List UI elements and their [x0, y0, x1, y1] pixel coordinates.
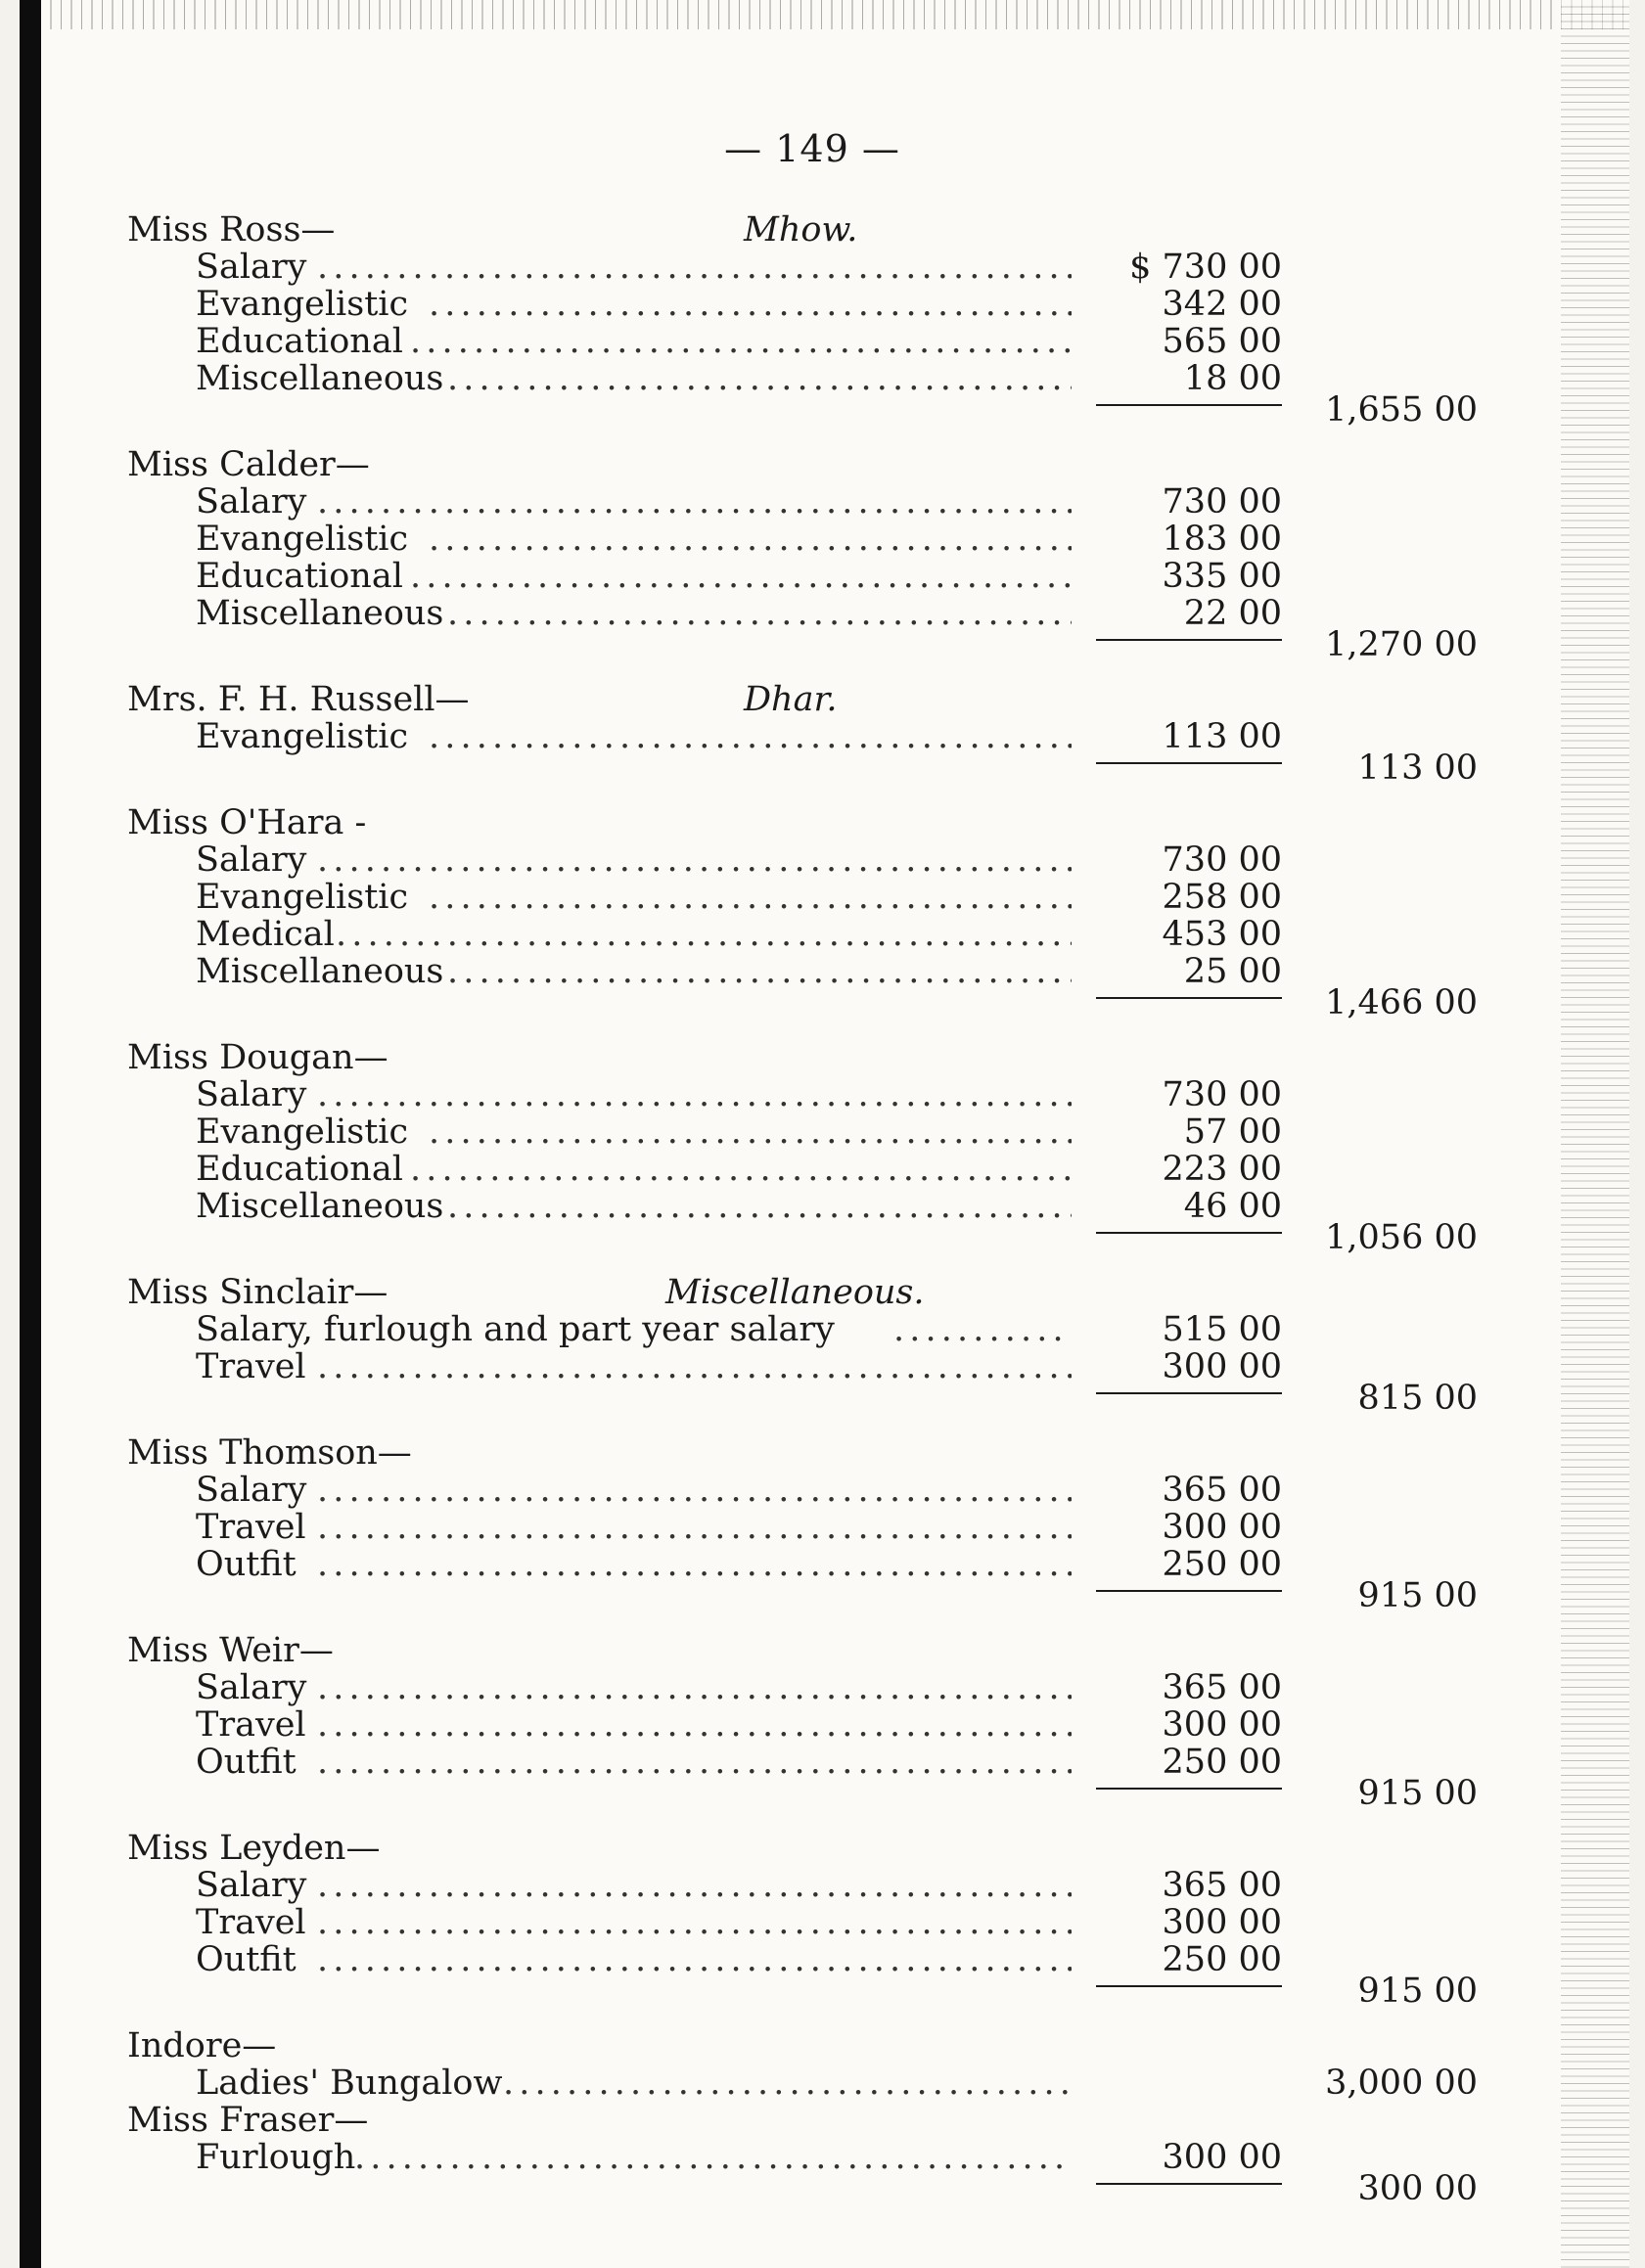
- ledger-item-row: [20, 520, 1605, 559]
- ledger-item-row: [20, 1668, 1605, 1707]
- item-amount: 365 00: [1162, 1866, 1282, 1905]
- item-amount: 365 00: [1162, 1668, 1282, 1707]
- entry-name: Miss Sinclair—: [127, 1273, 388, 1312]
- item-label: Salary: [196, 482, 307, 522]
- ledger-entry-header: [20, 1631, 1605, 1670]
- item-amount: 258 00: [1162, 878, 1282, 917]
- entry-total: 113 00: [1357, 748, 1478, 788]
- ledger-entry-header: [20, 2026, 1605, 2065]
- dot-leader: [317, 1866, 1072, 1905]
- page-number: — 149 —: [724, 127, 900, 170]
- item-amount: 342 00: [1162, 285, 1282, 324]
- item-label: Salary, furlough and part year salary: [196, 1310, 835, 1349]
- ledger-item-row: [20, 1866, 1605, 1905]
- item-label: Miscellaneous: [196, 594, 444, 633]
- dot-leader: [317, 1471, 1072, 1510]
- dot-leader: [429, 520, 1072, 559]
- item-amount: 365 00: [1162, 1471, 1282, 1510]
- dot-leader: [893, 1310, 1072, 1349]
- ledger-total-row: [20, 390, 1605, 430]
- entry-total: 1,655 00: [1325, 390, 1478, 430]
- dot-leader: [317, 482, 1072, 522]
- ledger-item-row: [20, 248, 1605, 287]
- item-label: Travel: [196, 1705, 306, 1745]
- ledger-total-row: [20, 748, 1605, 788]
- entry-total: 1,056 00: [1325, 1218, 1478, 1257]
- entry-name: Miss Leyden—: [127, 1829, 381, 1868]
- entry-total: 915 00: [1357, 1774, 1478, 1813]
- item-amount: $ 730 00: [1129, 248, 1282, 287]
- item-label: Educational: [196, 1150, 403, 1189]
- ledger-item-row: [20, 285, 1605, 324]
- item-label: Educational: [196, 557, 403, 596]
- entry-name: Miss O'Hara -: [127, 803, 367, 842]
- item-amount: 57 00: [1183, 1112, 1282, 1152]
- ledger-item-row: [20, 557, 1605, 596]
- entry-name: Miss Thomson—: [127, 1433, 412, 1473]
- dot-leader: [410, 322, 1072, 361]
- ledger-total-row: [20, 2169, 1605, 2208]
- document-page: [20, 0, 1629, 2268]
- item-amount: 730 00: [1162, 1075, 1282, 1114]
- ledger-entry-header: [20, 680, 1605, 719]
- item-label: Salary: [196, 1866, 307, 1905]
- ledger-item-row: [20, 878, 1605, 917]
- item-label: Furlough: [196, 2138, 356, 2177]
- item-amount: 113 00: [1162, 717, 1282, 756]
- entry-name: Miss Weir—: [127, 1631, 334, 1670]
- ledger-total-row: [20, 983, 1605, 1022]
- ledger-item-row: [20, 1150, 1605, 1189]
- entry-total: 1,466 00: [1325, 983, 1478, 1022]
- item-label: Salary: [196, 1075, 307, 1114]
- ledger-entry-header: [20, 2101, 1605, 2140]
- ledger-item-row: [20, 1903, 1605, 1942]
- item-label: Evangelistic: [196, 1112, 409, 1152]
- dot-leader: [429, 1112, 1072, 1152]
- item-label: Outfit: [196, 1743, 297, 1782]
- ledger-item-row: [20, 322, 1605, 361]
- ledger-total-row: [20, 1379, 1605, 1418]
- ledger-entry-header: [20, 1829, 1605, 1868]
- item-amount: 453 00: [1162, 915, 1282, 954]
- item-amount: 565 00: [1162, 322, 1282, 361]
- dot-leader: [317, 840, 1072, 880]
- entry-name: Mrs. F. H. Russell—: [127, 680, 470, 719]
- item-amount: 250 00: [1162, 1743, 1282, 1782]
- item-label: Evangelistic: [196, 717, 409, 756]
- item-label: Travel: [196, 1347, 306, 1386]
- dot-leader: [317, 1075, 1072, 1114]
- item-label: Evangelistic: [196, 520, 409, 559]
- dot-leader: [317, 248, 1072, 287]
- station-name: Mhow.: [744, 210, 858, 249]
- dot-leader: [503, 2064, 1072, 2103]
- item-amount: 300 00: [1162, 1508, 1282, 1547]
- item-label: Miscellaneous: [196, 359, 444, 398]
- item-amount: 250 00: [1162, 1545, 1282, 1584]
- item-label: Travel: [196, 1508, 306, 1547]
- ledger-item-row: [20, 2064, 1605, 2103]
- entry-name: Miss Fraser—: [127, 2101, 369, 2140]
- ledger-item-row: [20, 1075, 1605, 1114]
- ledger-total-row: [20, 1576, 1605, 1615]
- item-label: Miscellaneous: [196, 952, 444, 991]
- item-amount: 300 00: [1162, 1903, 1282, 1942]
- item-label: Medical: [196, 915, 335, 954]
- entry-name: Miss Calder—: [127, 445, 370, 484]
- item-amount: 18 00: [1183, 359, 1282, 398]
- item-amount: 730 00: [1162, 482, 1282, 522]
- item-label: Evangelistic: [196, 878, 409, 917]
- item-label: Salary: [196, 1471, 307, 1510]
- dot-leader: [336, 915, 1072, 954]
- station-name: Miscellaneous.: [665, 1273, 925, 1312]
- item-amount: 300 00: [1162, 1705, 1282, 1745]
- item-label: Salary: [196, 248, 307, 287]
- ledger-entry-header: [20, 1433, 1605, 1473]
- item-amount: 515 00: [1162, 1310, 1282, 1349]
- dot-leader: [429, 285, 1072, 324]
- dot-leader: [317, 1508, 1072, 1547]
- item-amount: 46 00: [1183, 1187, 1282, 1226]
- ledger-item-row: [20, 1705, 1605, 1745]
- ledger-item-row: [20, 1112, 1605, 1152]
- item-amount: 250 00: [1162, 1940, 1282, 1979]
- entry-total: 300 00: [1357, 2169, 1478, 2208]
- item-label: Miscellaneous: [196, 1187, 444, 1226]
- ledger-entry-header: [20, 210, 1605, 249]
- item-label: Salary: [196, 1668, 307, 1707]
- entry-total: 3,000 00: [1325, 2064, 1478, 2103]
- entry-total: 815 00: [1357, 1379, 1478, 1418]
- item-amount: 300 00: [1162, 1347, 1282, 1386]
- item-label: Outfit: [196, 1545, 297, 1584]
- entry-name: Miss Ross—: [127, 210, 336, 249]
- item-amount: 730 00: [1162, 840, 1282, 880]
- dot-leader: [317, 1705, 1072, 1745]
- item-label: Salary: [196, 840, 307, 880]
- ledger-entry-header: [20, 803, 1605, 842]
- entry-total: 1,270 00: [1325, 625, 1478, 664]
- ledger-entry-header: [20, 1038, 1605, 1077]
- dot-leader: [410, 1150, 1072, 1189]
- item-label: Travel: [196, 1903, 306, 1942]
- dot-leader: [317, 1668, 1072, 1707]
- item-amount: 183 00: [1162, 520, 1282, 559]
- dot-leader: [429, 878, 1072, 917]
- item-amount: 300 00: [1162, 2138, 1282, 2177]
- ledger-total-row: [20, 1218, 1605, 1257]
- entry-name: Indore—: [127, 2026, 277, 2065]
- station-name: Dhar.: [744, 680, 838, 719]
- ledger-item-row: [20, 840, 1605, 880]
- entry-name: Miss Dougan—: [127, 1038, 388, 1077]
- ledger-item-row: [20, 915, 1605, 954]
- dot-leader: [410, 557, 1072, 596]
- ledger-entry-header: [20, 1273, 1605, 1312]
- item-amount: 22 00: [1183, 594, 1282, 633]
- item-label: Educational: [196, 322, 403, 361]
- scan-edge-top: [41, 0, 1629, 29]
- dot-leader: [317, 1903, 1072, 1942]
- item-label: Outfit: [196, 1940, 297, 1979]
- ledger-item-row: [20, 1471, 1605, 1510]
- entry-total: 915 00: [1357, 1972, 1478, 2011]
- ledger-total-row: [20, 1774, 1605, 1813]
- ledger-item-row: [20, 1310, 1605, 1349]
- ledger-item-row: [20, 482, 1605, 522]
- item-amount: 335 00: [1162, 557, 1282, 596]
- ledger-total-row: [20, 1972, 1605, 2011]
- ledger-total-row: [20, 625, 1605, 664]
- ledger-entry-header: [20, 445, 1605, 484]
- item-label: Ladies' Bungalow: [196, 2064, 503, 2103]
- ledger-item-row: [20, 1508, 1605, 1547]
- entry-total: 915 00: [1357, 1576, 1478, 1615]
- item-amount: 25 00: [1183, 952, 1282, 991]
- item-amount: 223 00: [1162, 1150, 1282, 1189]
- item-label: Evangelistic: [196, 285, 409, 324]
